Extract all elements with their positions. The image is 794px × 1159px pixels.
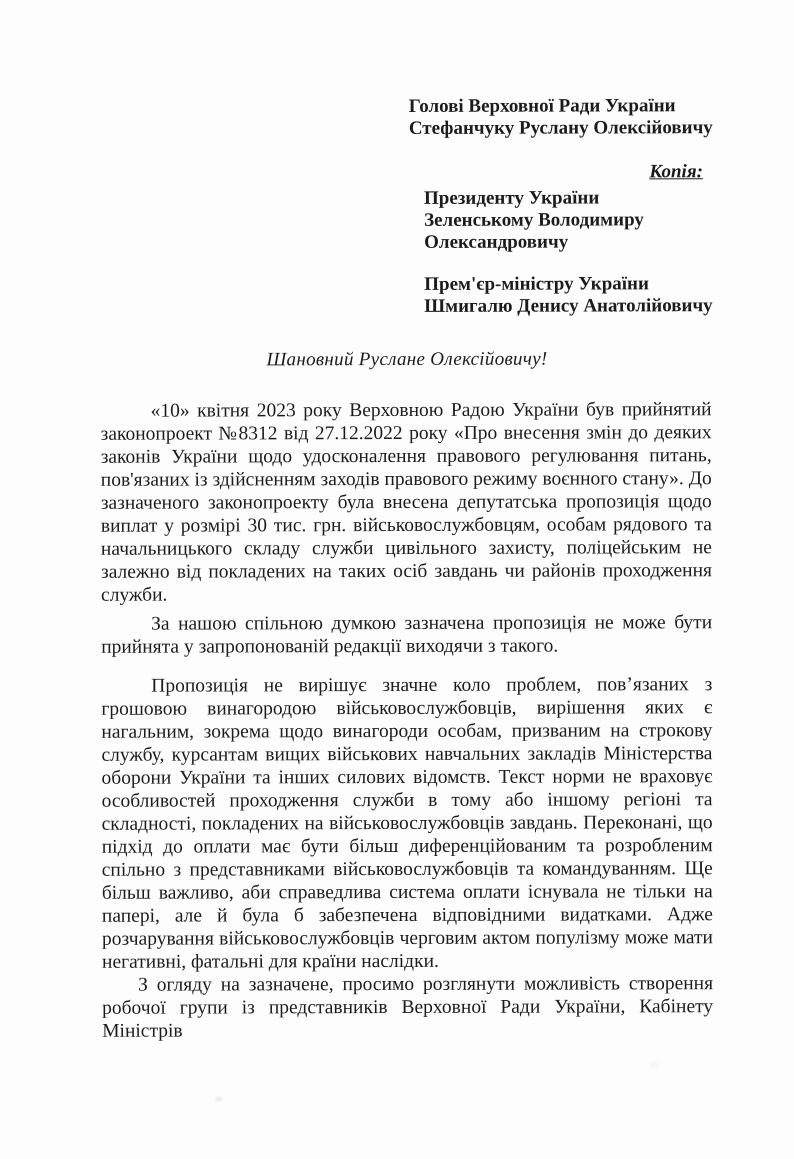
recipient-line: Зеленському Володимиру (424, 209, 644, 231)
copy-label: Копія: (649, 161, 703, 183)
paragraph-working-group-request: З огляду на зазначене, просимо розглянути можливість створення робочої групи із представників Верховної Ради України, Кабінету Міністрів (102, 973, 714, 1042)
recipient-line: Шмигалю Денису Анатолійовичу (424, 295, 713, 317)
recipient-line: Прем'єр-міністру України (424, 273, 649, 295)
paragraph-bill-description: «10» квітня 2023 року Верховною Радою України був прийнятий законопроект №8312 від 27.12.2022 року «Про внесення змін до деяких законів України щодо удосконалення правового регулювання питань, пов'язаних із здійсненням заходів правового режиму воєнного стану». До зазначеного законопроекту була внесена депутатська пропозиція щодо виплат у розмірі 30 тис. грн. військовослужбовцям, особам рядового та начальницького складу служби цивільного захисту, поліцейським не залежно від покладених на таких осіб завдань чи районів проходження служби. (100, 399, 713, 606)
recipient-block (408, 95, 713, 318)
scan-smudge (649, 1061, 659, 1067)
scan-smudge (215, 1096, 222, 1101)
paragraph-joint-opinion: За нашою спільною думкою зазначена пропозиція не може бути прийнята у запропонованій редакції виходячи з такого. (101, 612, 713, 658)
letter-body (101, 398, 714, 1043)
primary-recipient (408, 95, 713, 140)
recipient-line: Президенту України (423, 187, 600, 209)
recipient-line: Стефанчуку Руслану Олексійовичу (408, 117, 713, 139)
salutation: Шановний Руслане Олексійовичу! (266, 348, 548, 371)
paragraph-argumentation: Пропозиція не вирішує значне коло проблем, пов’язаних з грошовою винагородою військовослужбовців, вирішення яких є нагальним, зокрема щодо винагороди особам, призваним на строкову службу, курсантам вищих військових навчальних закладів Міністерства оборони України та інших силових відомств. Текст норми не враховує особливостей проходження служби в тому або іншому регіоні та складності, покладених на військовослужбовців завдань. Переконані, що підхід до оплати має бути більш диференційованим та розробленим спільно з представниками військовослужбовців та командуванням. Ще більш важливо, аби справедлива система оплати існувала не тільки на папері, але й була б забезпечена відповідними видатками. Адже розчарування військовослужбовців черговим актом популізму може мати негативні, фатальні для країни наслідки. (101, 674, 713, 973)
copy-recipient-president (424, 187, 705, 254)
recipient-line: Олександровичу (424, 231, 569, 253)
copy-recipient-prime-minister (424, 273, 713, 318)
recipient-line: Голові Верховної Ради України (408, 95, 676, 117)
